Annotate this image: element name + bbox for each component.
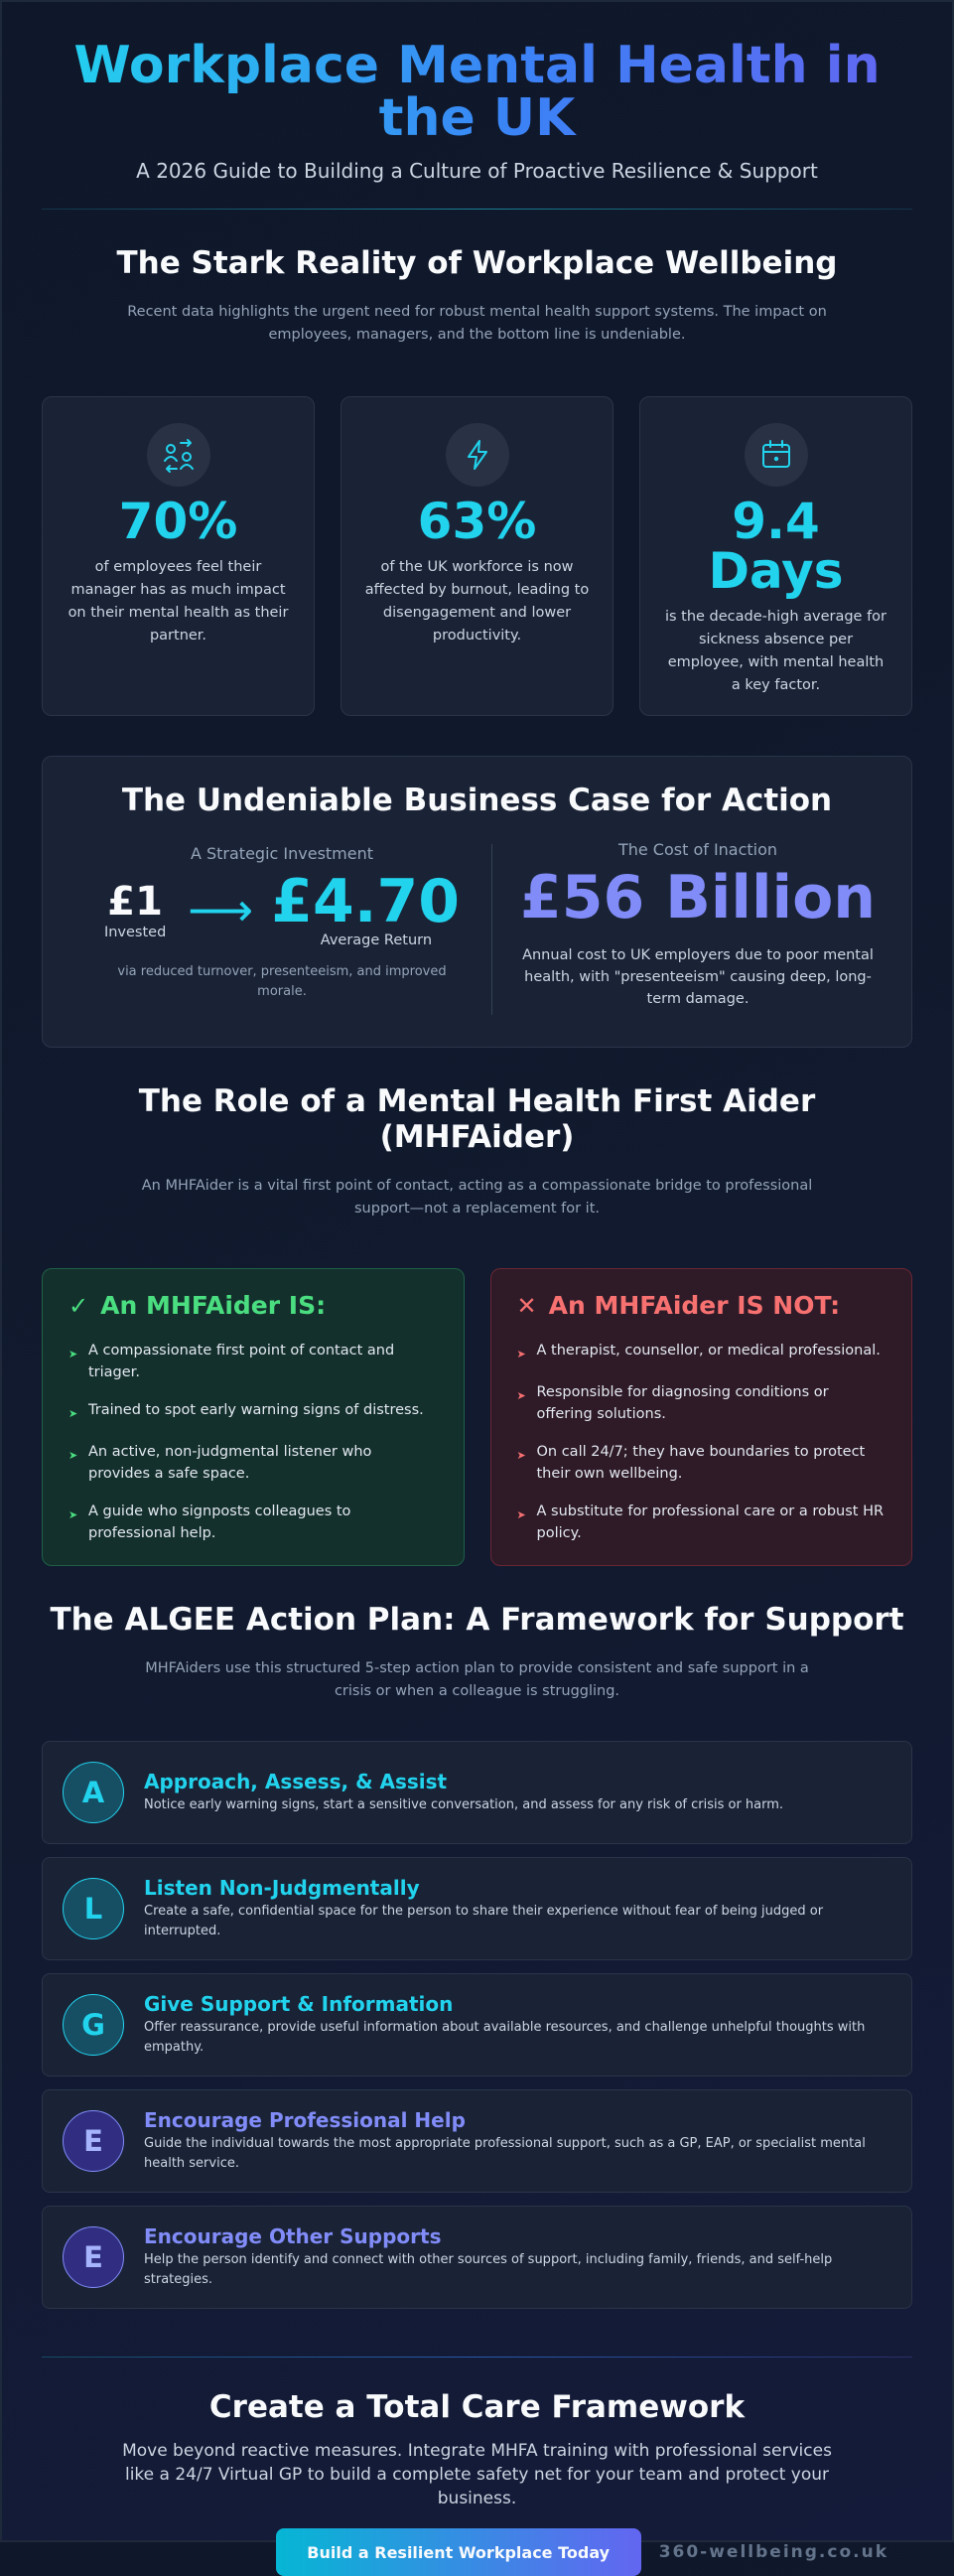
reality-section bbox=[42, 245, 912, 716]
step-letter-badge: G bbox=[63, 1994, 124, 2056]
step-title: Give Support & Information bbox=[144, 1992, 454, 2016]
algee-section bbox=[42, 1602, 912, 2309]
step-description: Help the person identify and connect with other sources of support, including family, friends, and self-help strategies. bbox=[144, 2252, 833, 2287]
step-letter-badge: E bbox=[63, 2110, 124, 2172]
chevron-right-icon: ➤ bbox=[68, 1407, 78, 1420]
list-item-text: Responsible for diagnosing conditions or offering solutions. bbox=[536, 1384, 829, 1422]
mhfaider-is-not-heading bbox=[517, 1291, 886, 1320]
algee-intro: MHFAiders use this structured 5-step action plan to provide consistent and safe support in a crisis or when a colleague is struggling. bbox=[145, 1660, 809, 1699]
list-item bbox=[68, 1399, 438, 1425]
list-item-text: On call 24/7; they have boundaries to protect their own wellbeing. bbox=[536, 1444, 866, 1482]
algee-step-e-other bbox=[42, 2206, 912, 2309]
cost-value: £56 Billion bbox=[519, 863, 877, 932]
algee-step-e-professional bbox=[42, 2089, 912, 2193]
role-section bbox=[42, 1083, 912, 1566]
algee-title: The ALGEE Action Plan: A Framework for Support bbox=[50, 1602, 904, 1638]
algee-step-l bbox=[42, 1857, 912, 1960]
stat-value: 63% bbox=[417, 493, 537, 550]
role-intro: An MHFAider is a vital first point of contact, acting as a compassionate bridge to professional support—not a replacement for it. bbox=[141, 1178, 813, 1216]
step-body bbox=[144, 1876, 891, 1941]
step-letter-badge: A bbox=[63, 1762, 124, 1823]
algee-step-g bbox=[42, 1973, 912, 2076]
cost-description: Annual cost to UK employers due to poor mental health, with "presenteeism" causing deep, long-term damage. bbox=[522, 947, 874, 1007]
stat-value: 9.4 Days bbox=[708, 493, 844, 600]
business-case-card bbox=[42, 756, 912, 1048]
header-divider bbox=[42, 209, 912, 210]
list-item-text: A compassionate first point of contact and triager. bbox=[88, 1343, 395, 1380]
step-title: Encourage Professional Help bbox=[144, 2108, 466, 2132]
mhfaider-is-not-title: An MHFAider IS NOT: bbox=[548, 1291, 841, 1320]
list-item-text: An active, non-judgmental listener who provides a safe space. bbox=[88, 1444, 372, 1482]
stat-card-burnout bbox=[341, 396, 613, 716]
people-exchange-icon bbox=[147, 423, 210, 487]
chevron-right-icon: ➤ bbox=[68, 1348, 78, 1360]
step-body bbox=[144, 2224, 891, 2290]
list-item-text: A guide who signposts colleagues to professional help. bbox=[88, 1503, 351, 1541]
footer-title: Create a Total Care Framework bbox=[208, 2389, 746, 2425]
stat-description: of employees feel their manager has as much impact on their mental health as their partner. bbox=[68, 559, 289, 644]
role-comparison bbox=[42, 1268, 912, 1566]
step-title: Approach, Assess, & Assist bbox=[144, 1770, 448, 1793]
website-link[interactable]: 360-wellbeing.co.uk bbox=[658, 2542, 888, 2562]
mhfaider-is-heading bbox=[68, 1291, 438, 1320]
stat-card-manager-impact bbox=[42, 396, 315, 716]
mhfaider-is-not-list bbox=[517, 1340, 886, 1544]
step-body bbox=[144, 1770, 783, 1815]
list-item bbox=[68, 1340, 438, 1383]
calendar-icon bbox=[745, 423, 808, 487]
step-letter-badge: E bbox=[63, 2226, 124, 2288]
step-body bbox=[144, 2108, 891, 2174]
list-item-text: Trained to spot early warning signs of distress. bbox=[88, 1402, 424, 1418]
list-item bbox=[517, 1441, 886, 1485]
list-item bbox=[68, 1441, 438, 1485]
build-workplace-button[interactable]: Build a Resilient Workplace Today bbox=[276, 2528, 641, 2576]
page-title: Workplace Mental Health in the UK bbox=[42, 40, 912, 145]
stat-description: of the UK workforce is now affected by burnout, leading to disengagement and lower productivity. bbox=[364, 559, 590, 644]
list-item-text: A substitute for professional care or a robust HR policy. bbox=[536, 1503, 885, 1541]
business-case-title: The Undeniable Business Case for Action bbox=[121, 783, 833, 818]
checkmark-icon: ✓ bbox=[68, 1291, 89, 1320]
role-title: The Role of a Mental Health First Aider (MHFAider) bbox=[138, 1083, 816, 1155]
footer-divider bbox=[42, 2357, 912, 2358]
stat-description: is the decade-high average for sickness absence per employee, with mental health a key factor. bbox=[664, 609, 887, 693]
arrow-right-icon: ⟶ bbox=[188, 883, 254, 936]
chevron-right-icon: ➤ bbox=[68, 1508, 78, 1521]
investment-return-row bbox=[72, 867, 491, 948]
cost-label: The Cost of Inaction bbox=[617, 840, 778, 859]
step-body bbox=[144, 1992, 891, 2058]
chevron-right-icon: ➤ bbox=[516, 1348, 526, 1360]
step-title: Encourage Other Supports bbox=[144, 2224, 442, 2248]
stat-card-sickness-absence bbox=[639, 396, 912, 716]
reality-intro: Recent data highlights the urgent need for robust mental health support systems. The impact on employees, managers, and the bottom line is undeniable. bbox=[127, 304, 827, 343]
step-description: Guide the individual towards the most appropriate professional support, such as a GP, EAP, or specialist mental health service. bbox=[144, 2136, 866, 2171]
step-description: Create a safe, confidential space for the person to share their experience without fear of being judged or interrupted. bbox=[144, 1904, 824, 1938]
mhfaider-is-list bbox=[68, 1340, 438, 1544]
mhfaider-is-not-card bbox=[490, 1268, 913, 1566]
invested-value: £1 bbox=[107, 879, 163, 925]
step-description: Notice early warning signs, start a sensitive conversation, and assess for any risk of crisis or harm. bbox=[144, 1797, 784, 1812]
step-letter-badge: L bbox=[63, 1878, 124, 1939]
reality-title: The Stark Reality of Workplace Wellbeing bbox=[116, 245, 838, 281]
algee-steps bbox=[42, 1741, 912, 2309]
mhfaider-is-card bbox=[42, 1268, 465, 1566]
return-explanation: via reduced turnover, presenteeism, and improved morale. bbox=[117, 964, 447, 999]
footer-cta bbox=[42, 2389, 912, 2576]
stat-value: 70% bbox=[118, 493, 238, 550]
page-subtitle: A 2026 Guide to Building a Culture of Proactive Resilience & Support bbox=[136, 159, 818, 183]
list-item bbox=[68, 1501, 438, 1544]
list-item bbox=[517, 1340, 886, 1365]
return-caption: Average Return bbox=[320, 932, 433, 948]
step-title: Listen Non-Judgmentally bbox=[144, 1876, 420, 1900]
return-value: £4.70 bbox=[271, 867, 461, 936]
algee-step-a bbox=[42, 1741, 912, 1844]
cost-column bbox=[492, 840, 882, 1015]
investment-label: A Strategic Investment bbox=[190, 844, 374, 863]
stats-row bbox=[42, 396, 912, 716]
chevron-right-icon: ➤ bbox=[516, 1389, 526, 1402]
chevron-right-icon: ➤ bbox=[516, 1449, 526, 1462]
mhfaider-is-title: An MHFAider IS: bbox=[100, 1291, 327, 1320]
list-item-text: A therapist, counsellor, or medical professional. bbox=[536, 1343, 881, 1359]
cross-icon: ✕ bbox=[516, 1291, 537, 1320]
step-description: Offer reassurance, provide useful information about available resources, and challenge unhelpful thoughts with empathy. bbox=[144, 2020, 866, 2055]
investment-column bbox=[72, 844, 492, 1015]
footer-text: Move beyond reactive measures. Integrate MHFA training with professional services like a 24/7 Virtual GP to build a complete safety net for your team and protect your business. bbox=[122, 2441, 832, 2508]
footer-action-row bbox=[42, 2528, 912, 2576]
list-item bbox=[517, 1501, 886, 1544]
lightning-bolt-icon bbox=[446, 423, 509, 487]
chevron-right-icon: ➤ bbox=[68, 1449, 78, 1462]
invested-caption: Invested bbox=[103, 925, 167, 940]
chevron-right-icon: ➤ bbox=[516, 1508, 526, 1521]
return-block bbox=[271, 867, 461, 948]
list-item bbox=[517, 1381, 886, 1425]
business-case-columns bbox=[72, 840, 882, 1015]
invested-block bbox=[104, 879, 166, 940]
